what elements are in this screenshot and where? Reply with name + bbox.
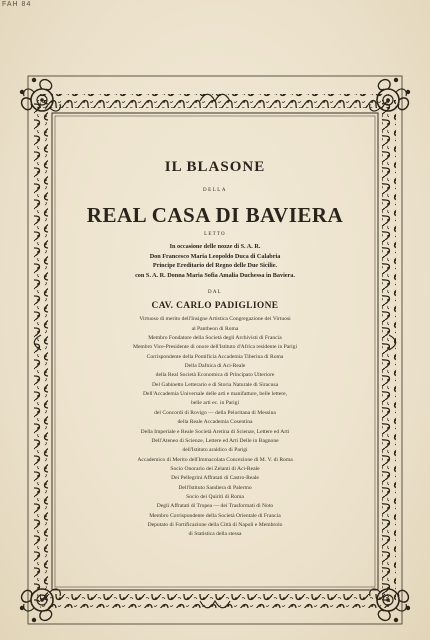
occasion-line: Principe Ereditario del Regno delle Due Sicilie. — [152, 262, 278, 270]
author-title-line: Accademico di Merito dell'Immacolata Concezione di M. V. di Roma — [137, 456, 293, 463]
author-title-line: Deputato di Fortificazione della Città di Napoli e Membrolo — [147, 521, 283, 528]
title-line-1: IL BLASONE — [164, 159, 266, 175]
author-title-line: al Pantheon di Roma — [191, 325, 239, 332]
author-title-line: Socio dei Quiriti di Roma — [186, 493, 244, 500]
title-page-content — [62, 158, 368, 540]
author-title-line: Della Dafnica di Aci-Reale — [184, 363, 246, 370]
connector-dal: DAL — [208, 290, 222, 296]
author-title-line: Socio Onorario dei Zelanti di Aci-Reale — [170, 465, 260, 472]
shelfmark-label: FAH 84 — [2, 1, 32, 8]
author-title-line: Dell'Ateneo di Scienze, Lettere ed Arti Delle in Bagnone — [151, 437, 279, 444]
author-title-line: del Concordi di Rovigo — della Peloritana di Messina — [154, 409, 276, 416]
title-line-2: REAL CASA DI BAVIERA — [86, 203, 344, 227]
author-title-line: Membro Fondatore della Società degli Archivisti di Francia — [148, 335, 282, 342]
occasion-line: In occasione delle nozze di S. A. R. — [169, 243, 261, 250]
author-title-line: Degli Affratati di Tropea — dei Trasformati di Noto — [156, 503, 274, 510]
author-name: CAV. CARLO PADIGLIONE — [151, 301, 279, 312]
author-title-line: della Real Società Economica di Principato Ulteriore — [155, 372, 275, 379]
occasion-line: con S. A. R. Donna Maria Sofia Amalia Duchessa in Baviera. — [135, 271, 295, 279]
author-title-line: di Statistica della stessa — [188, 531, 242, 538]
author-title-line: Dell'Accademia Universale delle arti e manifatture, belle lettere, — [142, 391, 288, 398]
author-title-line: belle arti ec. in Parigi — [191, 400, 239, 407]
occasion-line: Don Francesco Maria Leopoldo Duca di Calabria — [149, 252, 281, 260]
author-title-line: dell'Istituto araldico di Parigi — [182, 447, 248, 454]
occasion-block — [62, 242, 368, 280]
author-title-line: della Reale Accademia Cosentina — [177, 419, 253, 426]
author-title-line: Del Gabinetto Letterario e di Storia Naturale di Siracusa — [151, 381, 279, 388]
author-title-line: Corrispondente della Pontificia Accademia Tiberina di Roma — [146, 353, 284, 360]
author-title-line: Virtuoso di merito dell'Insigne Artistica Congregazione dei Virtuosi — [139, 316, 291, 323]
connector-letto: LETTO — [204, 232, 226, 237]
author-title-line: Membro Vice-Presidente di onore dell'Istituto d'Africa residente in Parigi — [132, 344, 298, 351]
author-titles-list — [62, 315, 368, 539]
author-title-line: Dei Pellegrini Affratati di Castro-Reale — [171, 475, 259, 482]
author-title-line: Dell'Istituto Sandiera di Palermo — [178, 484, 252, 491]
author-title-line: Della Imperiale e Reale Società Aretina di Scienze, Lettere ed Arti — [140, 428, 290, 435]
author-title-line: Membro Corrispondente della Società Orientale di Francia — [149, 512, 281, 519]
connector-della: DELLA — [203, 188, 227, 193]
